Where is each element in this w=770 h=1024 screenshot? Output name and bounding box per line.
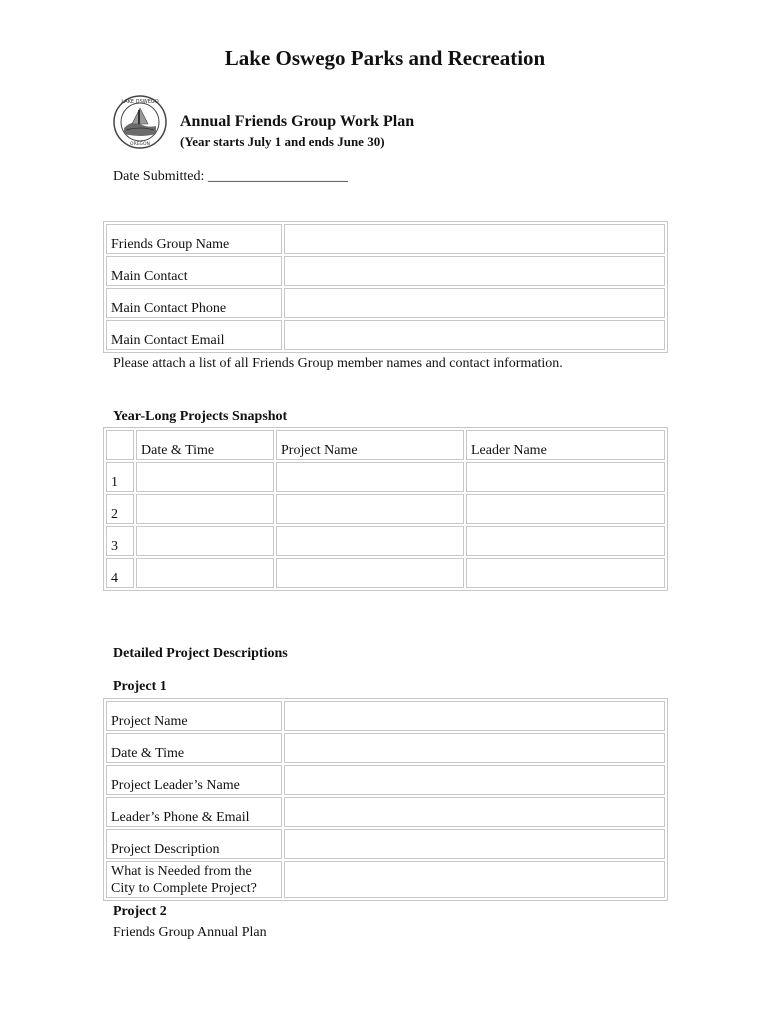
table-row (106, 701, 665, 731)
table-row (106, 558, 665, 588)
project-name-cell[interactable] (276, 462, 464, 492)
row-label: Date & Time (106, 733, 282, 763)
column-header: Project Name (276, 430, 464, 460)
table-row (106, 526, 665, 556)
row-number: 1 (106, 462, 134, 492)
table-header-row (106, 430, 665, 460)
row-label: Main Contact (106, 256, 282, 286)
footer-text: Friends Group Annual Plan (113, 925, 267, 940)
table-row (106, 829, 665, 859)
project2-heading: Project 2 (113, 904, 167, 919)
table-row (106, 765, 665, 795)
project-name-cell[interactable] (276, 558, 464, 588)
row-number: 2 (106, 494, 134, 524)
row-label: Main Contact Email (106, 320, 282, 350)
table-row (106, 494, 665, 524)
table-row (106, 256, 665, 286)
date-time-cell[interactable] (136, 462, 274, 492)
svg-text:OREGON: OREGON (130, 142, 150, 147)
svg-text:LAKE OSWEGO: LAKE OSWEGO (121, 99, 159, 105)
project1-heading: Project 1 (113, 679, 167, 694)
city-seal-logo (112, 94, 168, 150)
main-contact-input[interactable] (284, 256, 665, 286)
date-time-cell[interactable] (136, 494, 274, 524)
page-title: Lake Oswego Parks and Recreation (224, 46, 546, 70)
column-header: Leader Name (466, 430, 665, 460)
city-needs-input[interactable] (284, 861, 665, 898)
form-subtitle: Annual Friends Group Work Plan (180, 113, 415, 130)
column-header (106, 430, 134, 460)
table-row (106, 733, 665, 763)
main-contact-phone-input[interactable] (284, 288, 665, 318)
year-note: (Year starts July 1 and ends June 30) (180, 134, 385, 149)
project-description-input[interactable] (284, 829, 665, 859)
row-number: 4 (106, 558, 134, 588)
row-number: 3 (106, 526, 134, 556)
leader-name-cell[interactable] (466, 558, 665, 588)
leader-name-cell[interactable] (466, 494, 665, 524)
date-time-cell[interactable] (136, 526, 274, 556)
date-time-cell[interactable] (136, 558, 274, 588)
leader-name-cell[interactable] (466, 462, 665, 492)
leader-name-cell[interactable] (466, 526, 665, 556)
main-contact-email-input[interactable] (284, 320, 665, 350)
row-label: Project Name (106, 701, 282, 731)
project-leader-name-input[interactable] (284, 765, 665, 795)
contact-table (103, 221, 668, 353)
friends-group-name-input[interactable] (284, 224, 665, 254)
snapshot-table (103, 427, 668, 591)
detailed-heading: Detailed Project Descriptions (113, 646, 288, 661)
table-row (106, 288, 665, 318)
row-label: Leader’s Phone & Email (106, 797, 282, 827)
row-label: Project Description (106, 829, 282, 859)
row-label: Main Contact Phone (106, 288, 282, 318)
leader-phone-email-input[interactable] (284, 797, 665, 827)
table-row (106, 320, 665, 350)
row-label: What is Needed from the City to Complete Project? (106, 861, 282, 898)
project1-table (103, 698, 668, 901)
project-name-cell[interactable] (276, 494, 464, 524)
table-row (106, 462, 665, 492)
table-row (106, 797, 665, 827)
column-header: Date & Time (136, 430, 274, 460)
date-submitted-field[interactable]: Date Submitted: ____________________ (113, 169, 348, 184)
date-time-input[interactable] (284, 733, 665, 763)
row-label: Project Leader’s Name (106, 765, 282, 795)
project-name-cell[interactable] (276, 526, 464, 556)
snapshot-heading: Year-Long Projects Snapshot (113, 409, 288, 424)
attach-note: Please attach a list of all Friends Group member names and contact information. (113, 356, 563, 371)
table-row (106, 861, 665, 898)
table-row (106, 224, 665, 254)
row-label: Friends Group Name (106, 224, 282, 254)
project-name-input[interactable] (284, 701, 665, 731)
